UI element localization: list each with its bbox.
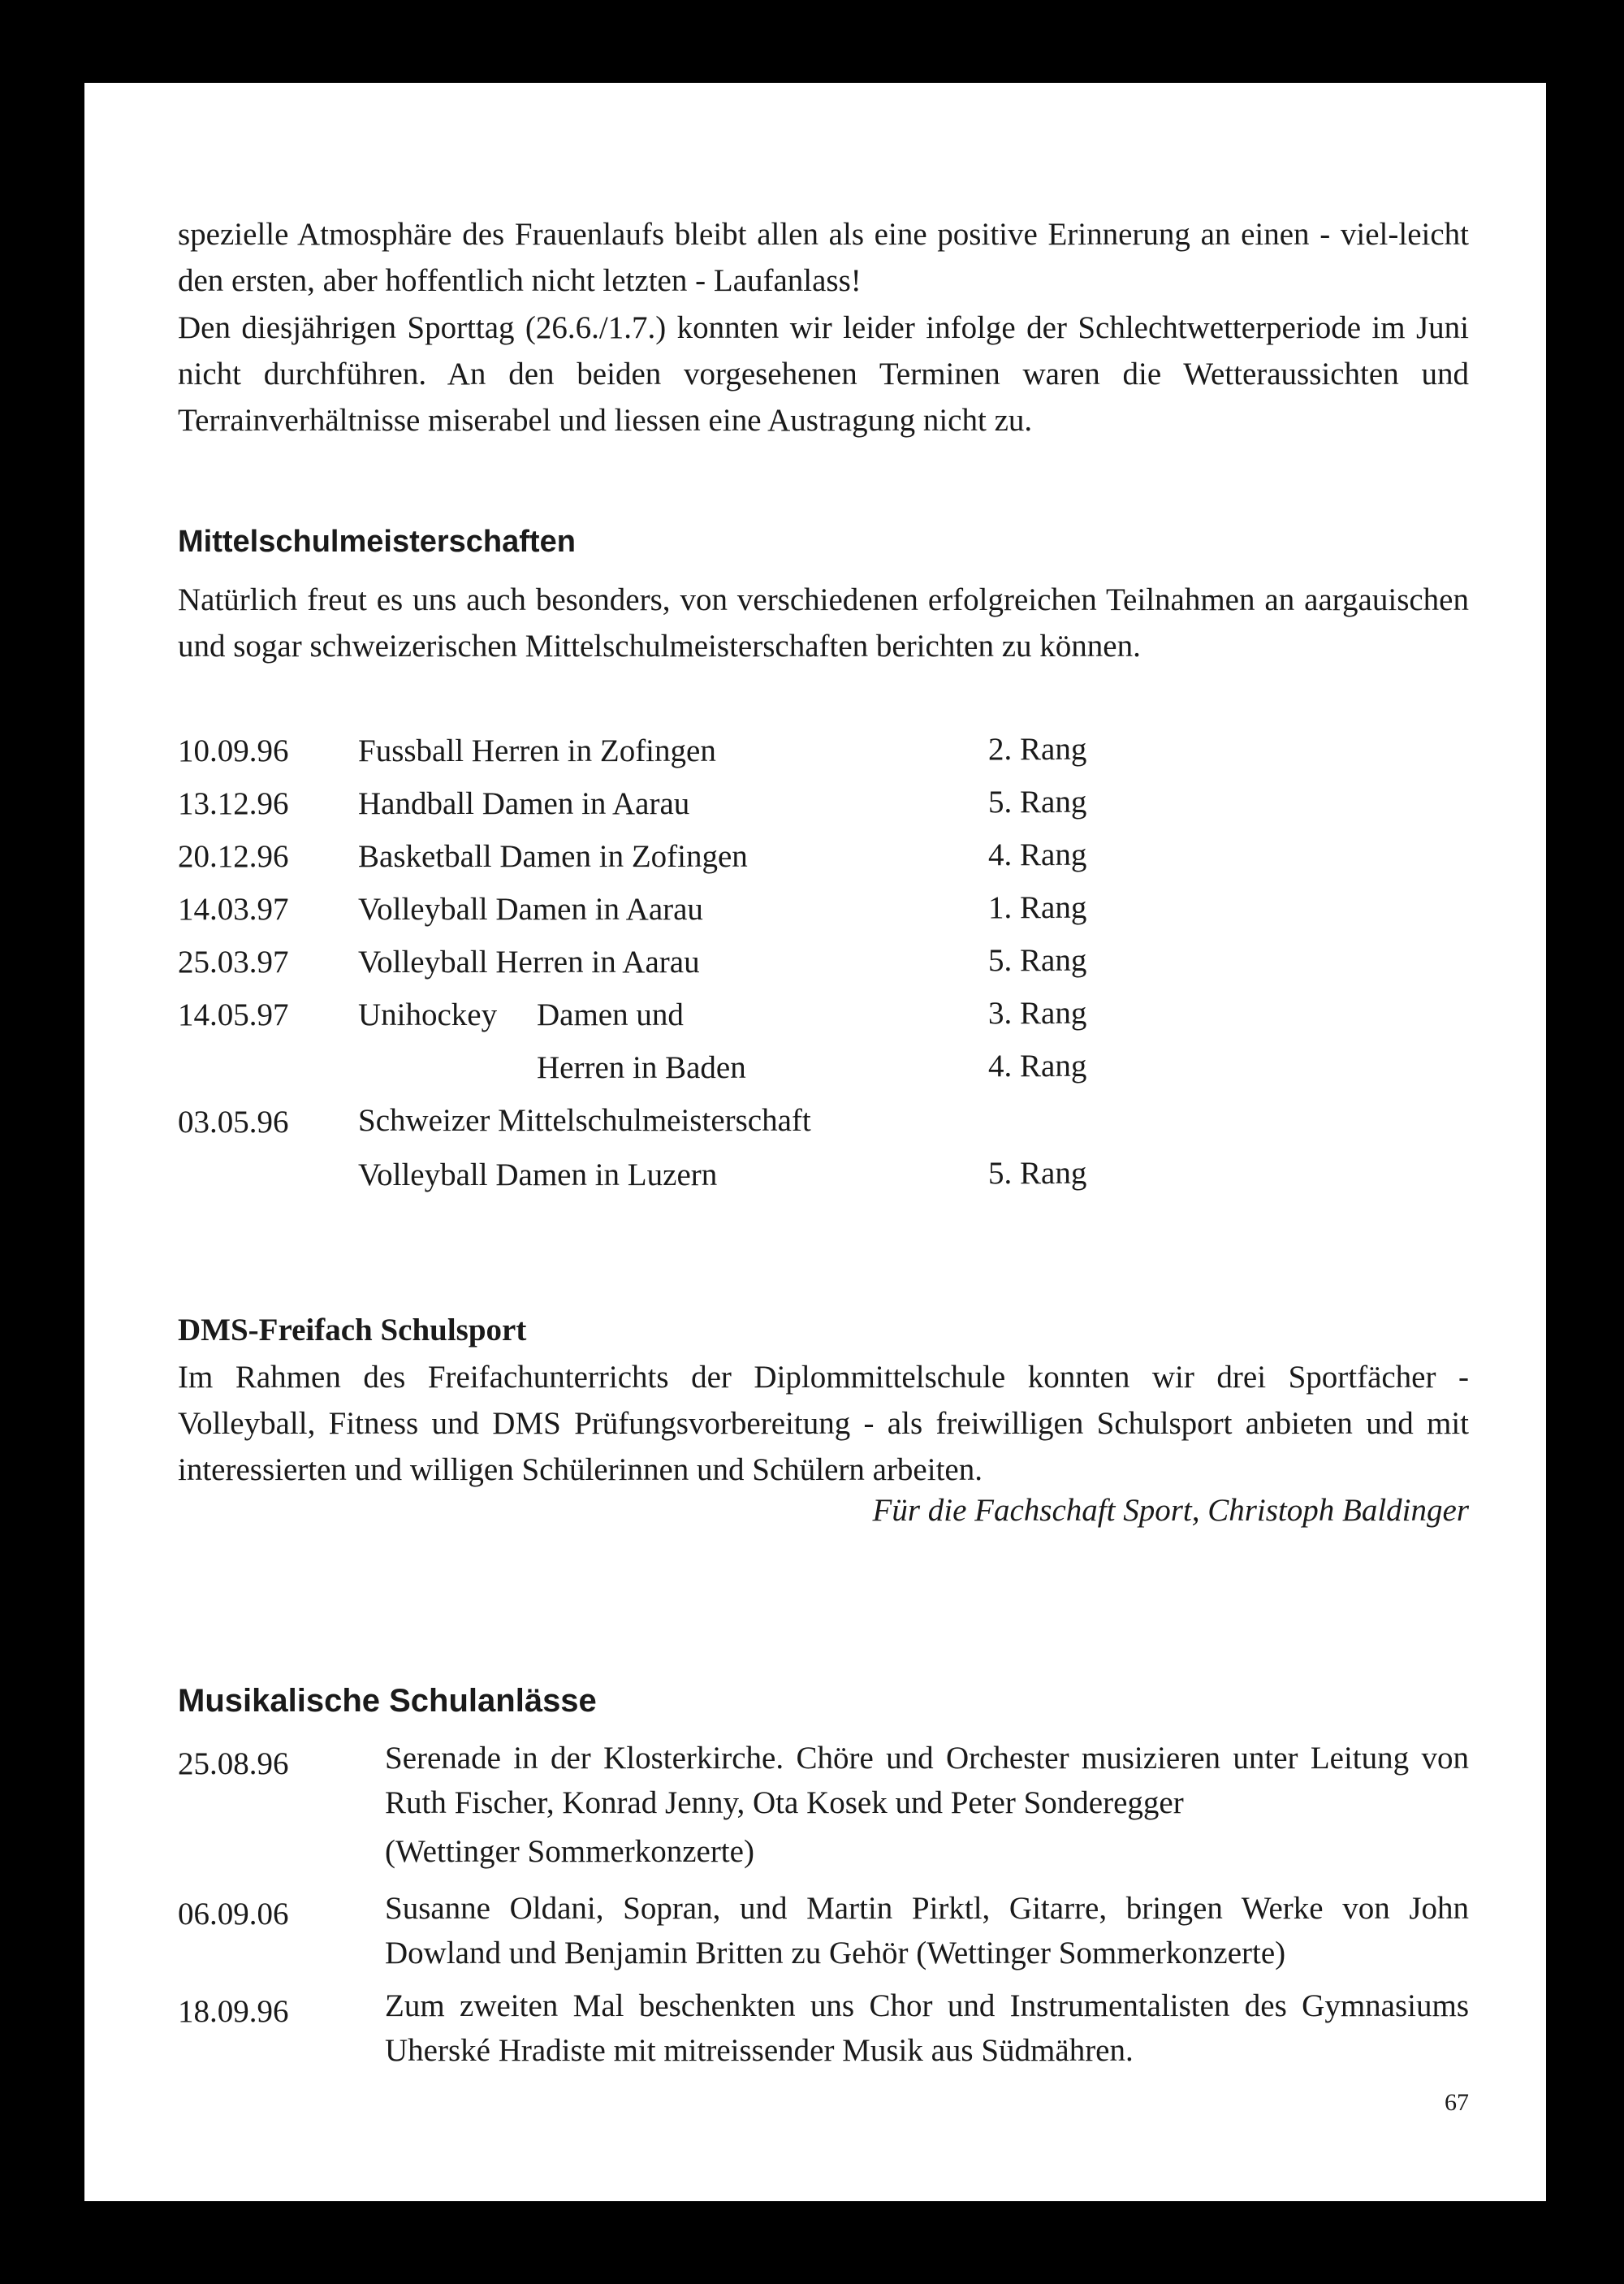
result-event: Volleyball Damen in Aarau <box>358 892 703 927</box>
page-number: 67 <box>1445 2089 1469 2116</box>
result-rank: 5. Rang <box>988 943 1087 978</box>
musik-note: (Wettinger Sommerkonzerte) <box>385 1834 754 1869</box>
result-date: 25.03.97 <box>178 945 289 980</box>
result-date: 03.05.96 <box>178 1105 289 1140</box>
dms-heading: DMS-Freifach Schulsport <box>178 1313 527 1347</box>
result-date: 20.12.96 <box>178 839 289 874</box>
result-rank: 5. Rang <box>988 785 1087 820</box>
result-date: 10.09.96 <box>178 733 289 768</box>
musik-text: Zum zweiten Mal beschenkten uns Chor und Instrumentalisten des Gymnasiums Uherské Hradiste mit mitreissender Musik aus Südmähren. <box>385 1988 1469 2068</box>
result-rank: 4. Rang <box>988 1049 1087 1084</box>
musik-heading: Musikalische Schulanlässe <box>178 1683 597 1719</box>
mittelschul-intro: Natürlich freut es uns auch besonders, von verschiedenen erfolgreichen Teilnahmen an aargauischen und sogar schweizerischen Mittelschulmeisterschaften berichten zu können. <box>178 582 1469 664</box>
result-date: 13.12.96 <box>178 786 289 821</box>
intro-paragraph-2: Den diesjährigen Sporttag (26.6./1.7.) konnten wir leider infolge der Schlechtwetterperiode im Juni nicht durchführen. An den beiden vorgesehenen Terminen waren die Wetteraussichten und Terrainverhältnisse miserabel und liessen eine Austragung nicht zu. <box>178 310 1469 438</box>
result-event: Schweizer Mittelschulmeisterschaft <box>358 1103 811 1138</box>
mittelschul-heading: Mittelschulmeisterschaften <box>178 525 576 559</box>
result-rank: 3. Rang <box>988 996 1087 1031</box>
result-rank: 4. Rang <box>988 837 1087 872</box>
result-event-extra: Herren in Baden <box>537 1050 746 1085</box>
result-event-extra: Damen und <box>537 997 684 1032</box>
musik-text: Serenade in der Klosterkirche. Chöre und Orchester musizieren unter Leitung von Ruth Fischer, Konrad Jenny, Ota Kosek und Peter Sonderegger <box>385 1741 1469 1820</box>
result-rank: 5. Rang <box>988 1156 1087 1191</box>
result-event: Volleyball Damen in Luzern <box>358 1157 718 1192</box>
result-event: Basketball Damen in Zofingen <box>358 839 748 874</box>
dms-paragraph: Im Rahmen des Freifachunterrichts der Diplommittelschule konnten wir drei Sportfächer - Volleyball, Fitness und DMS Prüfungsvorbereitung - als freiwilligen Schulsport anbieten und mit interessierten und willigen Schülerinnen und Schülern arbeiten. <box>178 1360 1469 1487</box>
result-rank: 1. Rang <box>988 890 1087 925</box>
musik-date: 06.09.06 <box>178 1897 289 1931</box>
result-rank: 2. Rang <box>988 732 1087 767</box>
signature: Für die Fachschaft Sport, Christoph Baldinger <box>872 1493 1469 1528</box>
result-event: Handball Damen in Aarau <box>358 786 690 821</box>
musik-date: 18.09.96 <box>178 1994 289 2029</box>
musik-date: 25.08.96 <box>178 1746 289 1781</box>
result-event: Volleyball Herren in Aarau <box>358 945 700 980</box>
musik-text: Susanne Oldani, Sopran, und Martin Pirktl, Gitarre, bringen Werke von John Dowland und Benjamin Britten zu Gehör (Wettinger Sommerkonzerte) <box>385 1891 1469 1970</box>
result-date: 14.05.97 <box>178 997 289 1032</box>
result-date: 14.03.97 <box>178 892 289 927</box>
result-event: Unihockey <box>358 997 498 1032</box>
document-page <box>84 83 1546 2201</box>
result-event: Fussball Herren in Zofingen <box>358 733 716 768</box>
intro-paragraph-1: spezielle Atmosphäre des Frauenlaufs bleibt allen als eine positive Erinnerung an einen - viel-leicht den ersten, aber hoffentlich nicht letzten - Laufanlass! <box>178 217 1469 298</box>
